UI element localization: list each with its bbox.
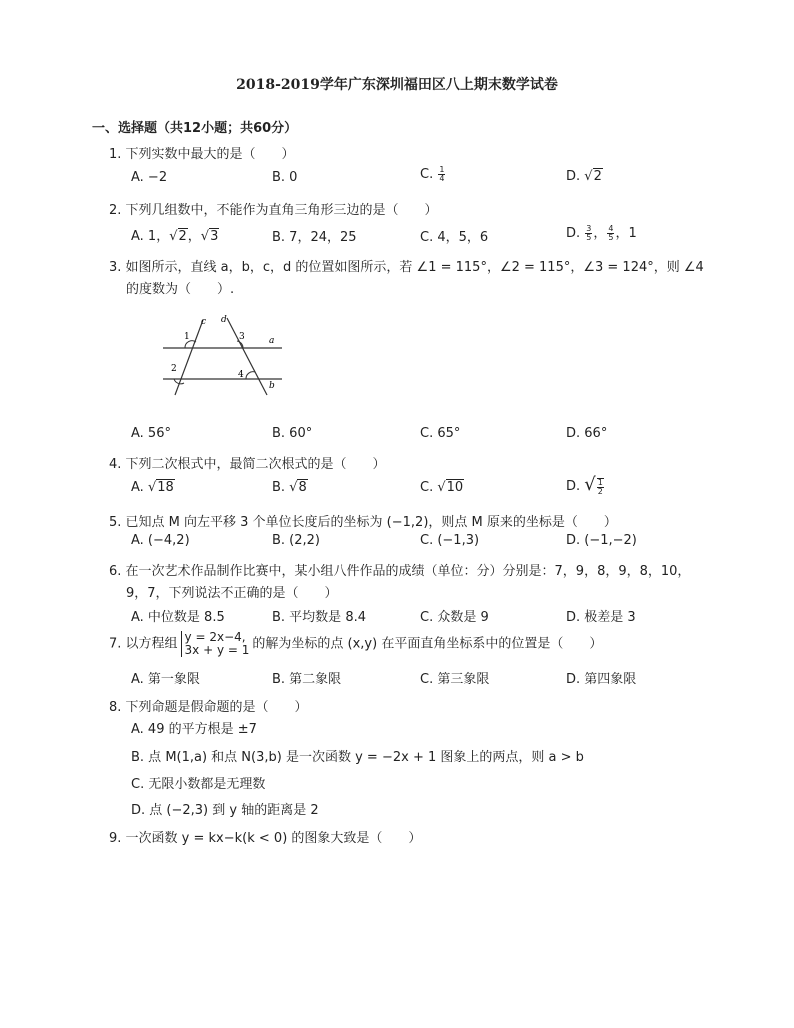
fraction <box>585 225 592 242</box>
q6-option-d: D. 极差是 3 <box>566 610 636 625</box>
equation-system <box>181 631 250 657</box>
radicand: 8 <box>298 480 307 495</box>
q4-option-a <box>131 479 175 495</box>
q6-option-a: A. 中位数是 8.5 <box>131 610 225 625</box>
question-1-stem: 1. 下列实数中最大的是（ ） <box>109 147 295 162</box>
q4-option-c <box>420 479 464 495</box>
angle-4-arc <box>246 372 255 379</box>
radical-sign: √ <box>584 474 596 495</box>
denominator: 5 <box>608 233 614 242</box>
q7-option-d: D. 第四象限 <box>566 672 637 687</box>
q7-option-b: B. 第二象限 <box>272 672 342 687</box>
separator: ， <box>593 226 607 241</box>
q1-option-b: B. 0 <box>272 170 298 185</box>
label-a: a <box>269 336 275 346</box>
q3-option-b: B. 60° <box>272 426 313 441</box>
line-d <box>227 318 267 395</box>
radicand: 2 <box>178 229 187 244</box>
radicand: 3 <box>210 229 219 244</box>
radicand: 10 <box>446 480 464 495</box>
q5-option-b: B. (2,2) <box>272 533 321 548</box>
label-c: c <box>201 317 207 327</box>
q5-option-a: A. (−4,2) <box>131 533 190 548</box>
question-2-stem: 2. 下列几组数中，不能作为直角三角形三边的是（ ） <box>109 203 438 218</box>
separator: ， <box>187 229 201 244</box>
question-8-stem: 8. 下列命题是假命题的是（ ） <box>109 700 308 715</box>
q7-option-c: C. 第三象限 <box>420 672 490 687</box>
option-tail: ，1 <box>615 226 637 241</box>
option-label: A. 1， <box>131 229 170 244</box>
option-label: C. <box>420 480 438 495</box>
q1-option-a: A. −2 <box>131 170 168 185</box>
radical-sign: √ <box>437 480 446 495</box>
q5-option-c: C. (−1,3) <box>420 533 480 548</box>
q4-option-b <box>272 479 308 495</box>
q7-option-a: A. 第一象限 <box>131 672 200 687</box>
q4-option-d <box>566 474 605 496</box>
label-d: d <box>221 315 227 325</box>
question-7-stem <box>109 631 602 657</box>
q2-option-c: C. 4，5，6 <box>420 230 489 245</box>
q8-option-d: D. 点 (−2,3) 到 y 轴的距离是 2 <box>131 803 319 818</box>
q2-option-d <box>566 222 637 242</box>
label-4: 4 <box>238 370 244 380</box>
question-4-stem: 4. 下列二次根式中，最简二次根式的是（ ） <box>109 457 386 472</box>
page-title: 2018-2019学年广东深圳福田区八上期末数学试卷 <box>236 77 558 93</box>
radical-sign: √ <box>147 480 157 495</box>
question-9-stem: 9. 一次函数 y = kx−k(k < 0) 的图象大致是（ ） <box>109 831 422 846</box>
q6-option-b: B. 平均数是 8.4 <box>272 610 366 625</box>
option-label: D. <box>566 226 585 241</box>
label-b: b <box>269 381 275 391</box>
q3-option-d: D. 66° <box>566 426 608 441</box>
q6-option-c: C. 众数是 9 <box>420 610 489 625</box>
q8-option-b: B. 点 M(1,a) 和点 N(3,b) 是一次函数 y = −2x + 1 图象上的两点，则 a > b <box>131 750 584 765</box>
stem-suffix: 的解为坐标的点 (x,y) 在平面直角坐标系中的位置是（ ） <box>252 636 603 652</box>
numerator: 1 <box>439 165 445 174</box>
label-2: 2 <box>171 364 177 374</box>
option-label: D. <box>566 169 585 184</box>
q3-figure <box>155 310 290 402</box>
q3-option-a: A. 56° <box>131 426 171 441</box>
numerator: 1 <box>597 477 603 487</box>
label-1: 1 <box>184 332 190 342</box>
fraction <box>438 166 445 183</box>
q2-option-a <box>131 225 219 244</box>
question-3-stem-line-2: 的度数为（ ）. <box>126 282 235 297</box>
question-5-stem: 5. 已知点 M 向左平移 3 个单位长度后的坐标为 (−1,2)，则点 M 原来的坐标是（ ） <box>109 515 617 530</box>
q8-option-c: C. 无限小数都是无理数 <box>131 777 266 792</box>
numerator: 4 <box>608 224 614 233</box>
question-6-stem-line-2: 9，7，下列说法不正确的是（ ） <box>126 586 338 601</box>
radicand: 2 <box>593 169 602 184</box>
q5-option-d: D. (−1,−2) <box>566 533 637 548</box>
fraction <box>597 478 604 496</box>
question-6-stem-line-1: 6. 在一次艺术作品制作比赛中，某小组八件作品的成绩（单位：分）分别是：7，9，8，9，8，10， <box>109 564 691 579</box>
stem-prefix: 7. 以方程组 <box>109 636 178 652</box>
label-3: 3 <box>239 332 245 342</box>
question-3-stem-line-1: 3. 如图所示，直线 a，b，c，d 的位置如图所示，若 ∠1 = 115°，∠2 = 115°，∠3 = 124°，则 ∠4 <box>109 260 704 275</box>
denominator: 2 <box>597 486 603 496</box>
q1-option-c <box>420 166 446 183</box>
option-label: B. <box>272 480 290 495</box>
q1-option-d <box>566 168 603 184</box>
option-label: D. <box>566 479 585 494</box>
section-heading: 一、选择题（共12小题；共60分） <box>92 121 298 136</box>
option-label: A. <box>131 480 148 495</box>
fraction <box>607 225 614 242</box>
radical-sign: √ <box>169 229 178 244</box>
q3-option-c: C. 65° <box>420 426 461 441</box>
equation-2: 3x + y = 1 <box>184 643 250 657</box>
radical-sign: √ <box>200 229 210 244</box>
q2-option-b: B. 7，24，25 <box>272 230 357 245</box>
option-label: C. <box>420 167 438 182</box>
equation-1: y = 2x−4, <box>184 630 246 644</box>
radical-sign: √ <box>289 480 298 495</box>
denominator: 5 <box>586 233 592 242</box>
radical-sign: √ <box>584 169 593 184</box>
numerator: 3 <box>586 224 592 233</box>
q8-option-a: A. 49 的平方根是 ±7 <box>131 722 257 737</box>
denominator: 4 <box>439 174 445 183</box>
radicand: 18 <box>157 480 174 495</box>
